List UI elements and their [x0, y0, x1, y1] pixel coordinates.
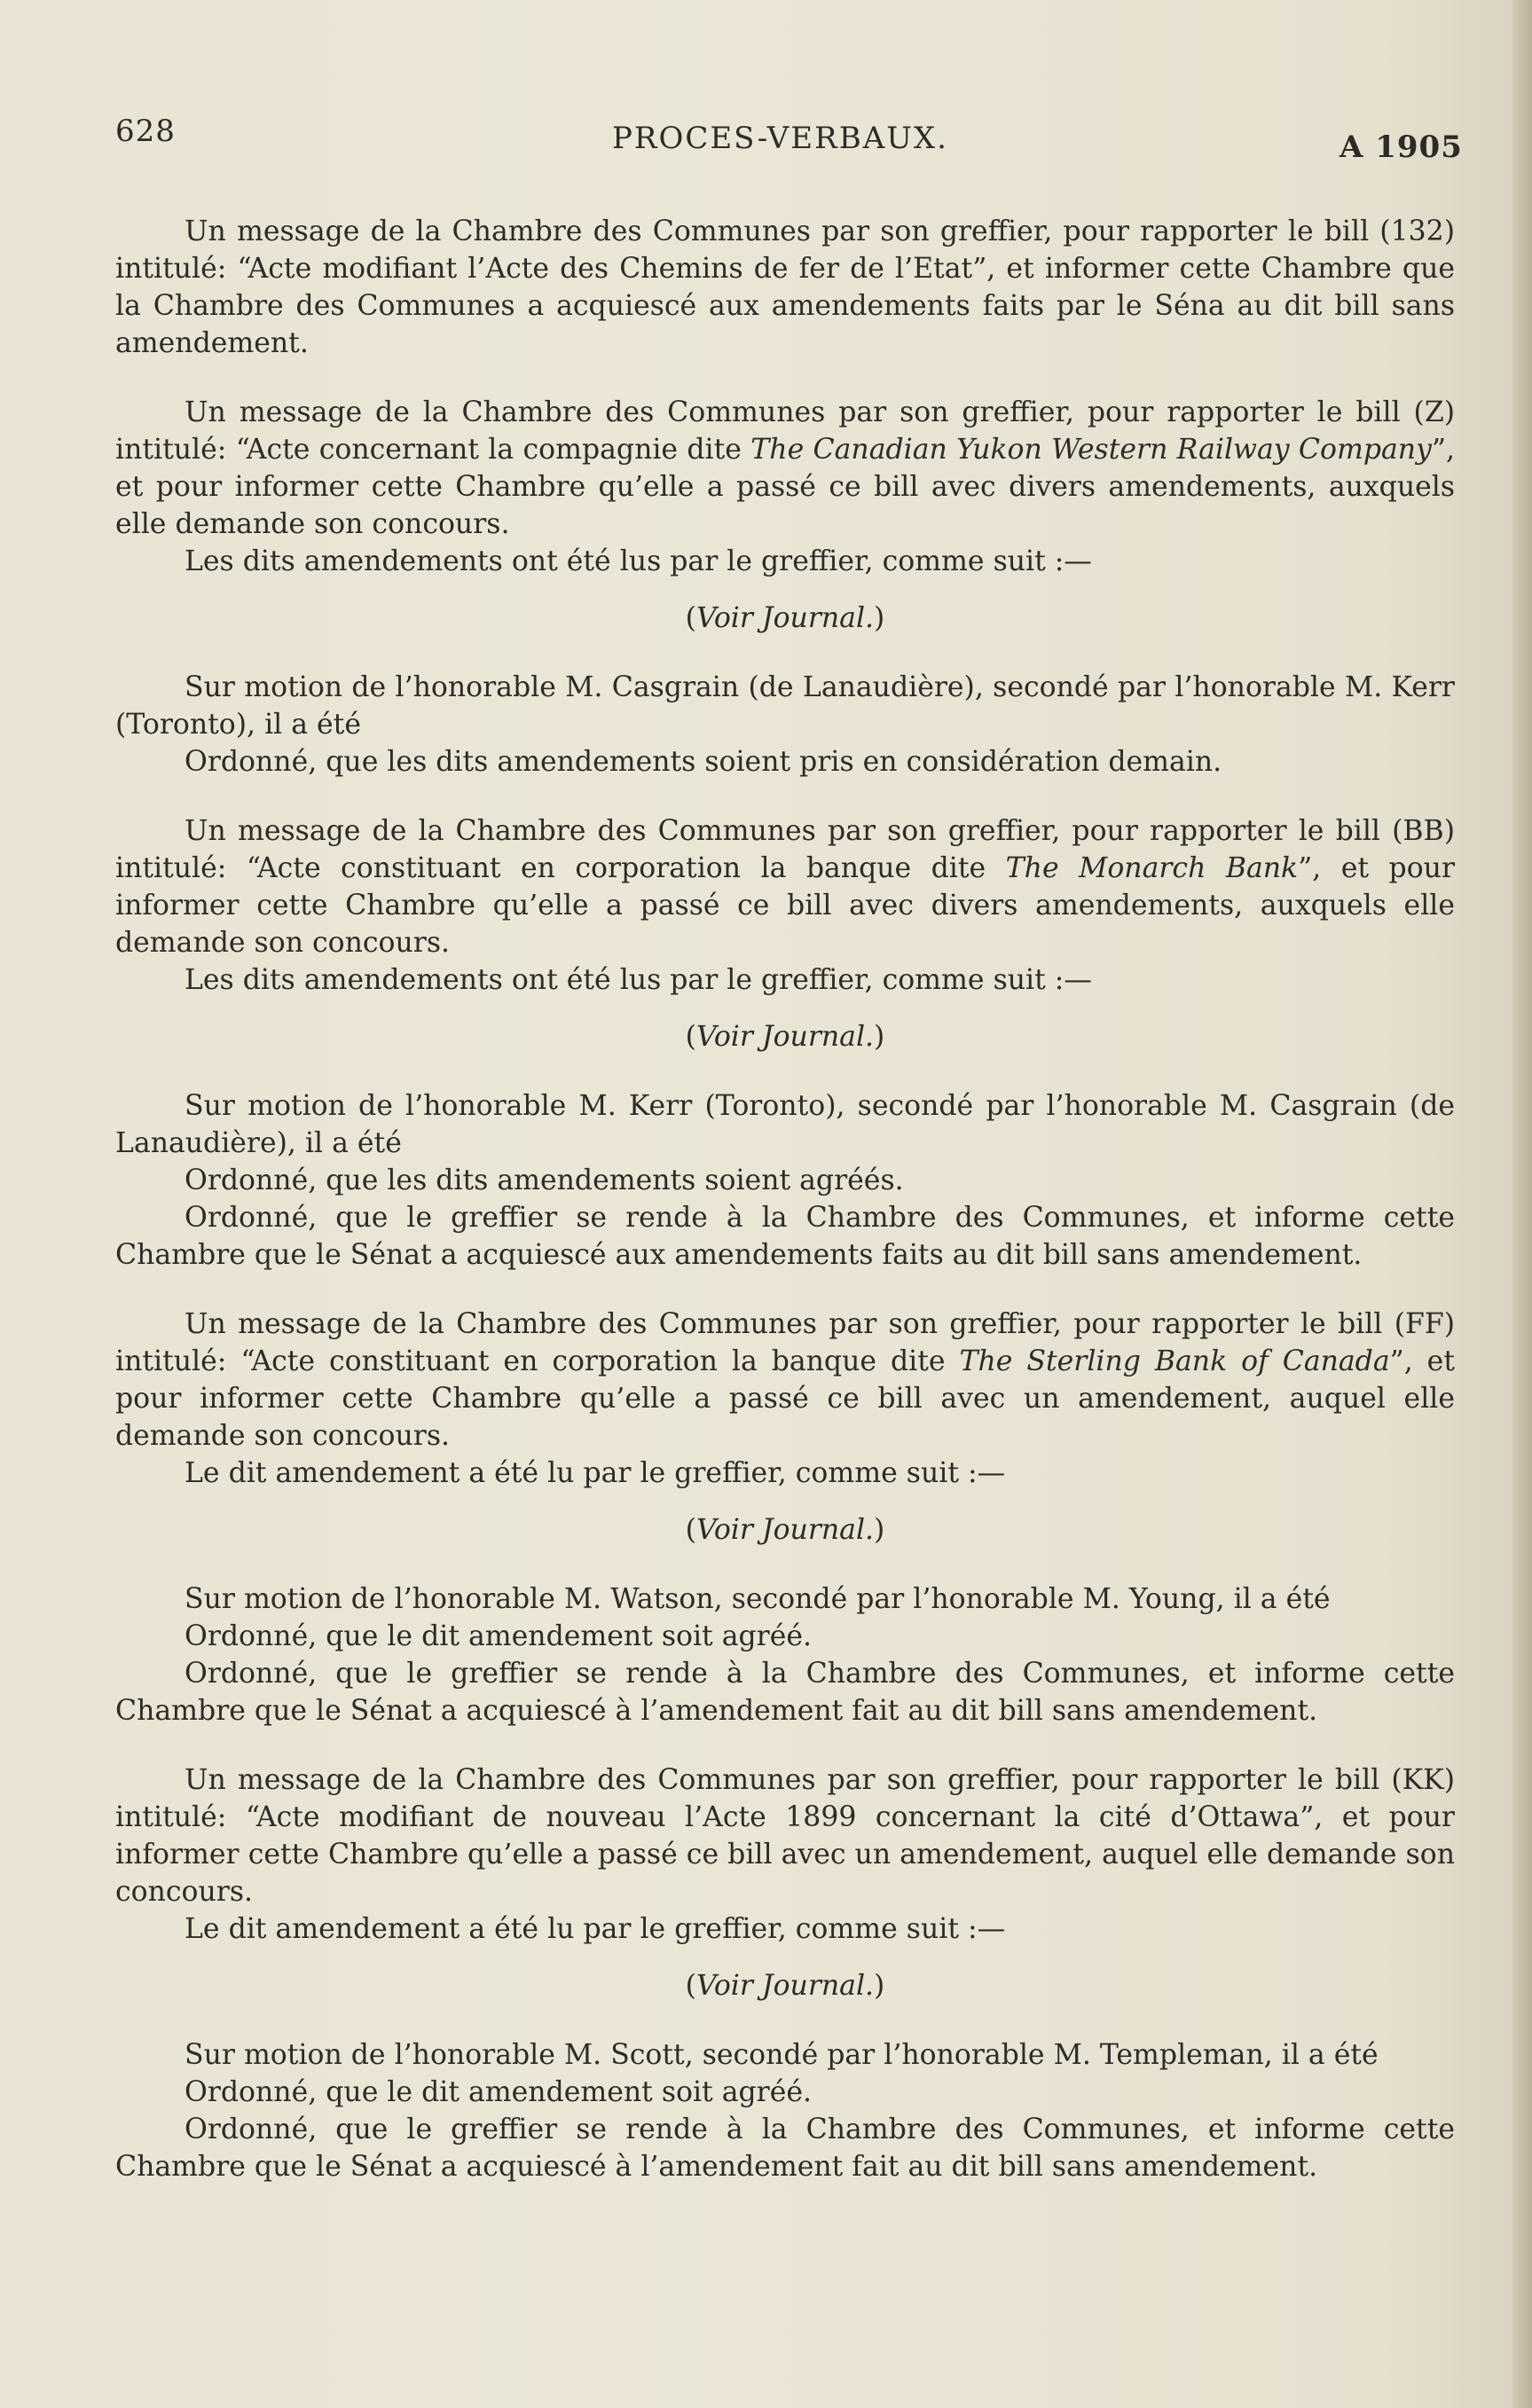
paragraph: Un message de la Chambre des Communes par son greffier, pour rapporter le bill (KK) intitulé: “Acte modifiant de nouveau l’Acte 1899 concernant la cité d’Ottawa”, et pour informer cette Chambre qu’elle a passé ce bill avec un amendement, auquel elle demande son concours.	[115, 1764, 1455, 1908]
voir-journal-text: Voir Journal.	[695, 602, 875, 634]
paragraph: Ordonné, que le dit amendement soit agréé.	[185, 2076, 813, 2108]
voir-journal-text: Voir Journal.	[695, 1021, 875, 1053]
paragraph: Sur motion de l’honorable M. Kerr (Toronto), secondé par l’honorable M. Casgrain (de Lanaudière), il a été	[115, 1090, 1455, 1159]
paragraph: Ordonné, que le greffier se rende à la Chambre des Communes, et informe cette Chambre que le Sénat a acquiescé à l’amendement fait au dit bill sans amendement.	[115, 2114, 1455, 2183]
paragraph-text: ”, et pour informer cette Chambre qu’elle a passé ce bill avec divers amendements, auxquels elle demande son concours.	[115, 434, 1455, 540]
voir-journal: (Voir Journal.)	[685, 1970, 885, 2002]
running-title: PROCES-VERBAUX.	[612, 121, 948, 156]
paragraph	[115, 812, 1455, 961]
paragraph: Ordonné, que les dits amendements soient pris en considération demain.	[185, 746, 1222, 778]
page-header	[115, 114, 1464, 167]
paragraph	[115, 1306, 1455, 1455]
page-edge	[1512, 0, 1532, 2408]
paragraph-text: ”, et pour informer cette Chambre qu’elle a passé ce bill avec un amendement, auquel elle demande son concours.	[115, 1345, 1455, 1452]
paragraph: Le dit amendement a été lu par le greffier, comme suit :—	[185, 1913, 1006, 1945]
page-body	[115, 213, 1455, 2185]
company-name: The Canadian Yukon Western Railway Company	[750, 434, 1432, 466]
paragraph	[115, 394, 1455, 543]
paragraph: Ordonné, que le dit amendement soit agréé.	[185, 1620, 813, 1652]
paragraph-text: ”, et pour informer cette Chambre qu’elle a passé ce bill avec divers amendements, auxquels elle demande son concours.	[115, 852, 1456, 959]
bank-name: The Sterling Bank of Canada	[959, 1345, 1390, 1377]
voir-journal-text: Voir Journal.	[695, 1970, 875, 2002]
bank-name: The Monarch Bank	[1005, 852, 1299, 884]
paragraph: Sur motion de l’honorable M. Casgrain (de Lanaudière), secondé par l’honorable M. Kerr (Toronto), il a été	[115, 671, 1455, 741]
voir-journal-text: Voir Journal.	[695, 1514, 875, 1546]
year-label: A 1905	[1340, 129, 1463, 165]
paragraph: Sur motion de l’honorable M. Watson, secondé par l’honorable M. Young, il a été	[185, 1583, 1331, 1615]
paragraph: Le dit amendement a été lu par le greffier, comme suit :—	[185, 1457, 1006, 1489]
paragraph: Ordonné, que le greffier se rende à la Chambre des Communes, et informe cette Chambre que le Sénat a acquiescé à l’amendement fait au dit bill sans amendement.	[115, 1658, 1455, 1727]
page-number: 628	[115, 114, 176, 149]
paragraph-text: Un message de la Chambre des Communes par son greffier, pour rapporter le bill (FF) intitulé: “Acte constituant en corporation la banque dite	[115, 1308, 1455, 1377]
paragraph: Ordonné, que les dits amendements soient agréés.	[185, 1165, 904, 1196]
voir-journal: (Voir Journal.)	[685, 1021, 885, 1053]
paragraph: Les dits amendements ont été lus par le greffier, comme suit :—	[185, 964, 1092, 996]
paragraph: Sur motion de l’honorable M. Scott, secondé par l’honorable M. Templeman, il a été	[185, 2039, 1379, 2071]
paragraph: Les dits amendements ont été lus par le greffier, comme suit :—	[185, 545, 1092, 577]
paragraph-text: Un message de la Chambre des Communes par son greffier, pour rapporter le bill (BB) intitulé: “Acte constituant en corporation la banque dite	[115, 815, 1455, 884]
voir-journal: (Voir Journal.)	[685, 1514, 885, 1546]
paragraph-text: Un message de la Chambre des Communes par son greffier, pour rapporter le bill (Z) intitulé: “Acte concernant la compagnie dite	[115, 396, 1455, 466]
paragraph: Un message de la Chambre des Communes par son greffier, pour rapporter le bill (132) intitulé: “Acte modifiant l’Acte des Chemins de fer de l’Etat”, et informer cette Chambre que la Chambre des Communes a acquiescé aux amendements faits par le Séna au dit bill sans amendement.	[115, 216, 1455, 359]
voir-journal: (Voir Journal.)	[685, 602, 885, 634]
paragraph: Ordonné, que le greffier se rende à la Chambre des Communes, et informe cette Chambre que le Sénat a acquiescé aux amendements faits au dit bill sans amendement.	[115, 1202, 1455, 1271]
